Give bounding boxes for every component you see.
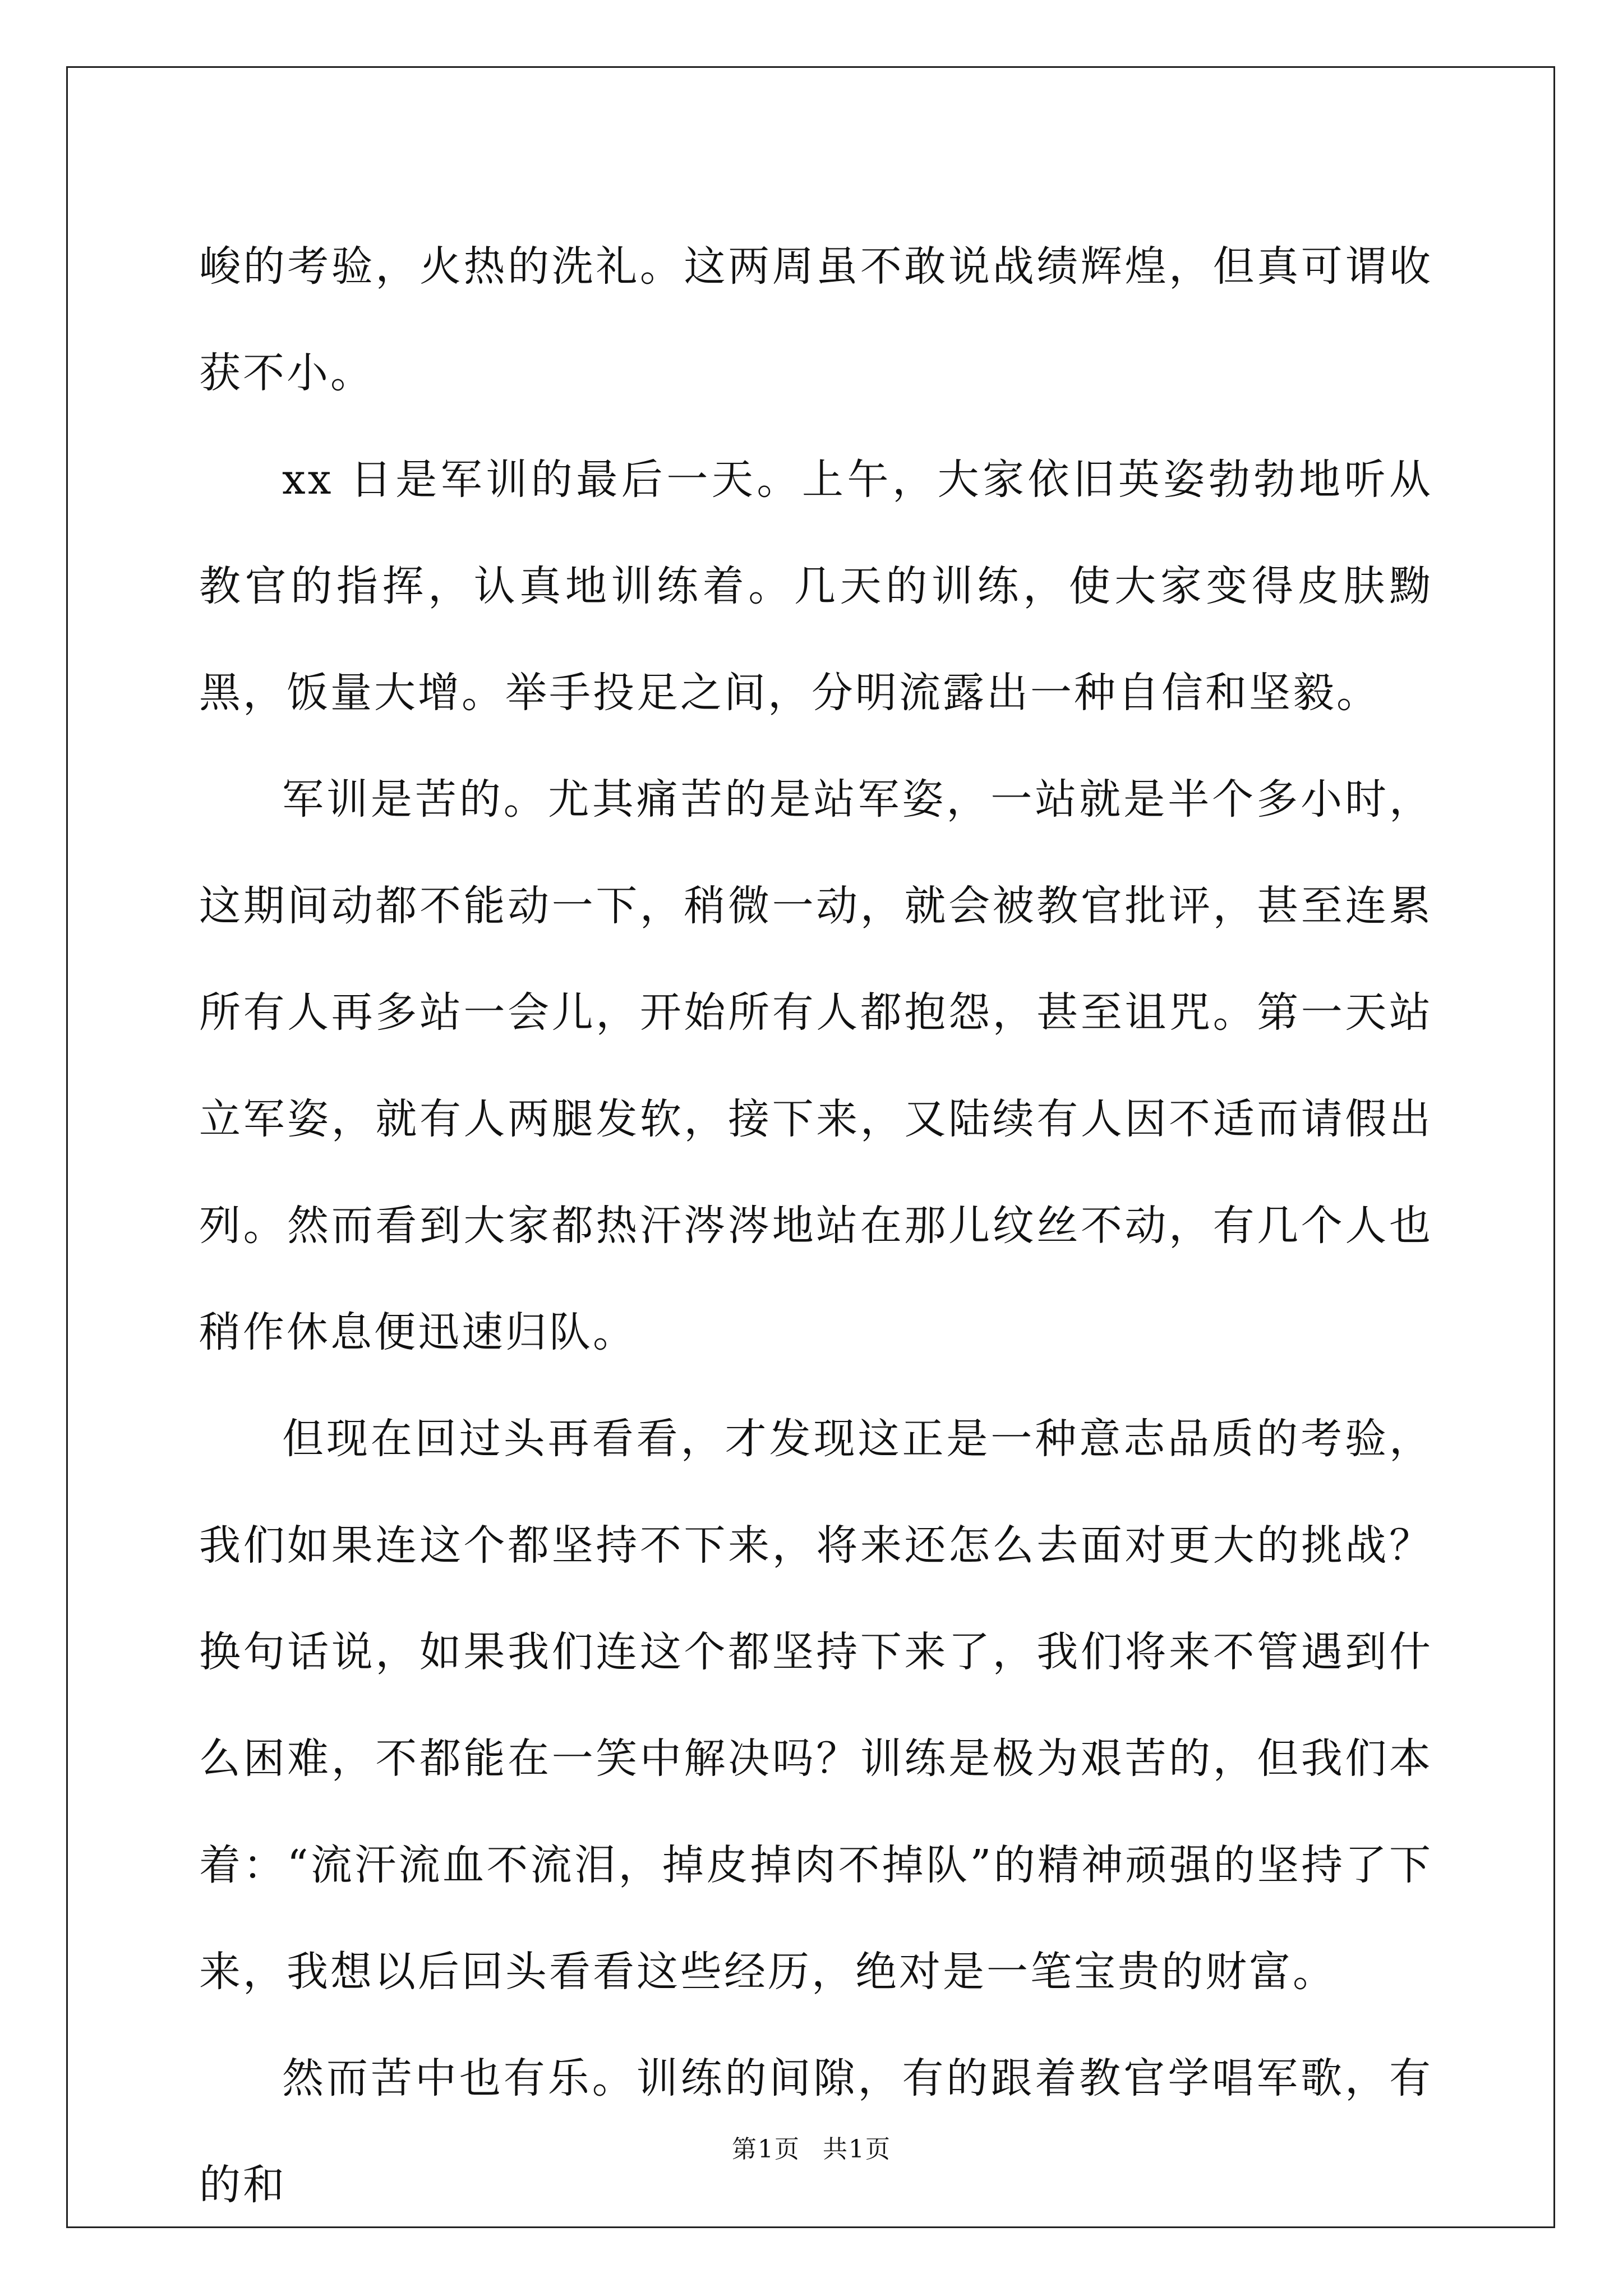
paragraph-3: 军训是苦的。尤其痛苦的是站军姿，一站就是半个多小时，这期间动都不能动一下，稍微一动，就会被教官批评，甚至连累所有人再多站一会儿，开始所有人都抱怨，甚至诅咒。第一天站立军姿，就有人两腿发软，接下来，又陆续有人因不适而请假出列。然而看到大家都热汗涔涔地站在那儿纹丝不动，有几个人也稍作休息便迅速归队。 [199,775,1433,1356]
paragraph-2: xx 日是军训的最后一天。上午，大家依旧英姿勃勃地听从教官的指挥，认真地训练着。几天的训练，使大家变得皮肤黝黑，饭量大增。举手投足之间，分明流露出一种自信和坚毅。 [199,455,1433,717]
paragraph-5: 然而苦中也有乐。训练的间隙，有的跟着教官学唱军歌，有的和 [199,2054,1433,2209]
page-number: 第1页 [732,2135,800,2164]
page-total: 共1页 [823,2135,891,2164]
paragraph-4: 但现在回过头再看看，才发现这正是一种意志品质的考验，我们如果连这个都坚持不下来，将来还怎么去面对更大的挑战？换句话说，如果我们连这个都坚持下来了，我们将来不管遇到什么困难，不都能在一笑中解决吗？训练是极为艰苦的，但我们本着：“流汗流血不流泪，掉皮掉肉不掉队”的精神顽强的坚持了下来，我想以后回头看看这些经历，绝对是一笔宝贵的财富。 [199,1415,1433,1996]
paragraph-1: 峻的考验，火热的洗礼。这两周虽不敢说战绩辉煌，但真可谓收获不小。 [199,242,1433,397]
page-footer [0,2129,1623,2165]
document-body [199,213,1433,2238]
